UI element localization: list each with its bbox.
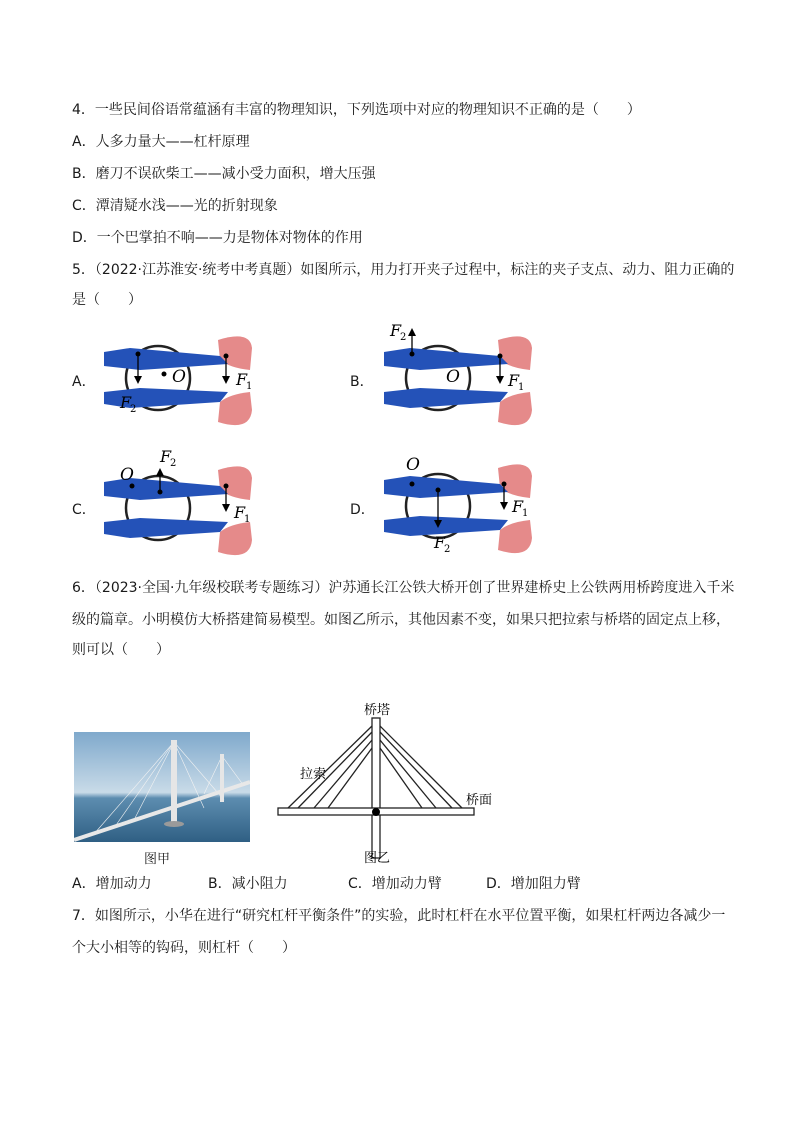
clip-figure-c <box>100 448 255 560</box>
svg-text:2: 2 <box>170 458 177 469</box>
q5-option-d-label: D． <box>350 502 375 518</box>
clip-figure-d <box>380 450 535 562</box>
svg-text:1: 1 <box>518 382 525 393</box>
deck-label: 桥面 <box>466 793 493 808</box>
svg-text:1: 1 <box>246 381 253 392</box>
svg-text:O: O <box>120 465 134 485</box>
svg-text:2: 2 <box>130 404 137 415</box>
svg-text:F: F <box>508 371 520 390</box>
clip-figure-a <box>100 330 255 430</box>
q6-option-b: B．减小阻力 <box>208 876 288 892</box>
q6-option-d: D．增加阻力臂 <box>486 876 581 892</box>
fulcrum-label: O <box>172 367 186 387</box>
q4-option-a: A．人多力量大——杠杆原理 <box>72 134 250 150</box>
svg-text:F: F <box>160 448 172 466</box>
photo-caption: 图甲 <box>144 852 171 867</box>
q5-stem-line2: 是（ ） <box>72 292 142 308</box>
q4-stem: 4．一些民间俗语常蕴涵有丰富的物理知识，下列选项中对应的物理知识不正确的是（ ） <box>72 102 641 118</box>
tower-label: 桥塔 <box>364 703 391 718</box>
svg-text:O: O <box>406 455 420 475</box>
q7-stem-line2: 个大小相等的钩码，则杠杆（ ） <box>72 940 296 956</box>
svg-text:1: 1 <box>522 508 529 519</box>
q6-stem-line2: 级的篇章。小明模仿大桥搭建简易模型。如图乙所示，其他因素不变，如果只把拉索与桥塔的固定点上移， <box>72 612 730 628</box>
bridge-model-diagram <box>270 700 510 870</box>
q4-option-b: B．磨刀不误砍柴工——减小受力面积，增大压强 <box>72 166 376 182</box>
clip-upper-jaw <box>104 348 228 370</box>
q4-option-d: D．一个巴掌拍不响——力是物体对物体的作用 <box>72 230 363 246</box>
svg-text:F: F <box>434 533 446 552</box>
svg-text:F: F <box>390 322 402 340</box>
svg-text:2: 2 <box>444 544 451 555</box>
svg-text:1: 1 <box>244 514 251 525</box>
q7-stem-line1: 7．如图所示，小华在进行“研究杠杆平衡条件”的实验，此时杠杆在水平位置平衡，如果杠杆两边各减少一 <box>72 908 726 924</box>
svg-text:2: 2 <box>400 332 407 343</box>
svg-text:F: F <box>234 503 246 522</box>
q5-option-b-label: B． <box>350 374 374 390</box>
q6-stem-line1: 6．（2023·全国·九年级校联考专题练习）沪苏通长江公铁大桥开创了世界建桥史上公铁两用桥跨度进入千米 <box>72 580 735 596</box>
diagram-caption: 图乙 <box>364 851 391 866</box>
cable-label: 拉索 <box>300 767 327 782</box>
q4-option-c: C．潭清疑水浅——光的折射现象 <box>72 198 278 214</box>
q6-option-a: A．增加动力 <box>72 876 152 892</box>
q5-stem-line1: 5．（2022·江苏淮安·统考中考真题）如图所示，用力打开夹子过程中，标注的夹子支点、动力、阻力正确的 <box>72 262 735 278</box>
svg-text:F: F <box>512 497 524 516</box>
tower <box>372 718 380 858</box>
q6-stem-line3: 则可以（ ） <box>72 642 170 658</box>
bridge-photo <box>74 732 250 842</box>
svg-text:O: O <box>446 367 460 387</box>
q5-option-a-label: A． <box>72 374 96 390</box>
clip-figure-b <box>380 322 535 430</box>
f2-label: F <box>120 393 132 412</box>
finger-top <box>218 336 252 370</box>
q5-option-c-label: C． <box>72 502 96 518</box>
pivot-point <box>372 808 380 816</box>
f1-label: F <box>236 370 248 389</box>
q6-option-c: C．增加动力臂 <box>348 876 442 892</box>
